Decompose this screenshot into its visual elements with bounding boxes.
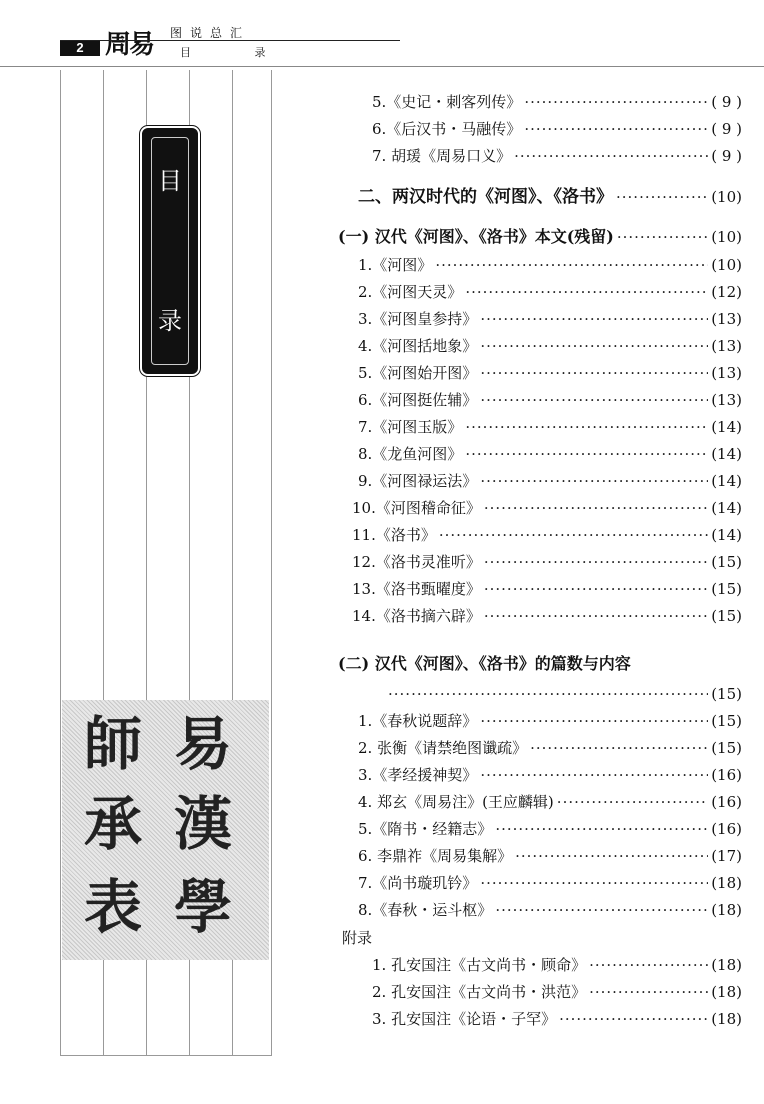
toc-page-number: (18) xyxy=(711,874,742,892)
toc-leader xyxy=(515,844,708,868)
toc-leader xyxy=(484,550,708,574)
toc-entry xyxy=(352,550,742,574)
toc-page-number: (16) xyxy=(711,766,742,784)
toc-leader xyxy=(435,253,708,277)
toc-entry-title: 1.《河图》 xyxy=(358,256,433,274)
seal-char: 師 xyxy=(84,710,143,778)
toc-page-number: (13) xyxy=(711,310,742,328)
toc-entry-title: 3.《孝经援神契》 xyxy=(358,766,478,784)
toc-entry xyxy=(358,817,742,841)
seal-char: 承 xyxy=(84,790,143,858)
toc-leader xyxy=(480,709,708,733)
toc-entry xyxy=(372,117,742,141)
toc-page-number: (15) xyxy=(711,580,742,598)
toc-entry xyxy=(358,469,742,493)
toc-page-number: (10) xyxy=(711,228,742,246)
toc-leader xyxy=(480,871,708,895)
toc-entry-title: 5.《史记・刺客列传》 xyxy=(372,93,522,111)
toc-entry xyxy=(352,577,742,601)
toc-entry-title: 二、两汉时代的《河图》、《洛书》 xyxy=(358,187,613,207)
toc-entry-title: 1. 孔安国注《古文尚书・顾命》 xyxy=(372,956,587,974)
toc-page-number: (10) xyxy=(711,188,742,206)
seal-char: 表 xyxy=(84,873,143,941)
toc-entry-title: 14.《洛书摘六辟》 xyxy=(352,607,481,625)
toc-entry xyxy=(358,709,742,733)
toc-page-number: ( 9 ) xyxy=(711,147,742,165)
page-number: 2 xyxy=(60,40,100,56)
toc-page-number: (15) xyxy=(711,739,742,757)
page-header xyxy=(0,0,764,70)
toc-page-number: (18) xyxy=(711,1010,742,1028)
toc-leader xyxy=(495,898,708,922)
contents-label-box xyxy=(142,128,198,374)
toc-entry-title: 7.《尚书璇玑钤》 xyxy=(358,874,478,892)
toc-leader xyxy=(439,523,708,547)
toc-entry xyxy=(342,926,742,950)
toc-entry-title: 2.《河图天灵》 xyxy=(358,283,463,301)
toc-entry-title: 9.《河图禄运法》 xyxy=(358,472,478,490)
toc-entry xyxy=(358,280,742,304)
toc-entry xyxy=(372,1007,742,1031)
toc-page-number: (17) xyxy=(711,847,742,865)
toc-entry xyxy=(358,736,742,760)
toc-leader xyxy=(589,953,708,977)
toc-leader xyxy=(530,736,708,760)
toc-entry-title: 8.《春秋・运斗枢》 xyxy=(358,901,493,919)
toc-page-number: (18) xyxy=(711,956,742,974)
toc-page-number: (14) xyxy=(711,472,742,490)
seal-char: 易 xyxy=(174,710,233,778)
toc-entry-title: 5.《隋书・经籍志》 xyxy=(358,820,493,838)
toc-entry-title: 3.《河图皇参持》 xyxy=(358,310,478,328)
toc-entry xyxy=(358,415,742,439)
toc-entry xyxy=(358,898,742,922)
toc-page-number: (16) xyxy=(711,793,742,811)
toc-entry-title: 6. 李鼎祚《周易集解》 xyxy=(358,847,513,865)
toc-leader xyxy=(484,577,708,601)
toc-page-number: (14) xyxy=(711,445,742,463)
toc-page-number: (18) xyxy=(711,983,742,1001)
toc-entry-title: 7. 胡瑗《周易口义》 xyxy=(372,147,512,165)
toc-entry-title: 4.《河图括地象》 xyxy=(358,337,478,355)
contents-label-bottom: 录 xyxy=(158,307,182,335)
toc-leader xyxy=(616,185,708,209)
toc-leader xyxy=(559,1007,708,1031)
toc-leader xyxy=(524,90,708,114)
toc-entry xyxy=(358,334,742,358)
toc-entry xyxy=(358,790,742,814)
toc-leader xyxy=(465,280,708,304)
toc-page-number: (16) xyxy=(711,820,742,838)
toc-leader xyxy=(480,763,708,787)
section-title: 目 录 xyxy=(180,46,296,59)
toc-leader xyxy=(495,817,708,841)
toc-leader xyxy=(514,144,708,168)
toc-leader xyxy=(465,442,708,466)
toc-entry-title: 4. 郑玄《周易注》(王应麟辑) xyxy=(358,793,554,811)
seal-char: 漢 xyxy=(174,790,233,858)
contents-label-top: 目 xyxy=(158,167,182,195)
toc-leader xyxy=(465,415,708,439)
toc-leader xyxy=(480,307,708,331)
toc-entry xyxy=(372,980,742,1004)
toc-leader xyxy=(557,790,708,814)
toc-entry xyxy=(358,361,742,385)
toc-entry xyxy=(372,144,742,168)
toc-page-number: (15) xyxy=(711,607,742,625)
toc-entry xyxy=(358,844,742,868)
toc-entry xyxy=(385,682,742,706)
toc-leader xyxy=(480,469,708,493)
toc-page-number: (15) xyxy=(711,553,742,571)
toc-entry-title: 2. 孔安国注《古文尚书・洪范》 xyxy=(372,983,587,1001)
toc-page-number: (13) xyxy=(711,364,742,382)
toc-entry-title: 5.《河图始开图》 xyxy=(358,364,478,382)
toc-leader xyxy=(484,604,708,628)
toc-entry xyxy=(358,253,742,277)
toc-leader xyxy=(484,496,708,520)
toc-page-number: (12) xyxy=(711,283,742,301)
toc-entry-title: 8.《龙鱼河图》 xyxy=(358,445,463,463)
toc-leader xyxy=(524,117,708,141)
toc-entry-title: 2. 张衡《请禁绝图谶疏》 xyxy=(358,739,528,757)
toc-page-number: (14) xyxy=(711,418,742,436)
toc-leader xyxy=(480,361,708,385)
toc-entry-title: 1.《春秋说题辞》 xyxy=(358,712,478,730)
header-rule xyxy=(60,40,400,41)
toc-page-number: (10) xyxy=(711,256,742,274)
toc-leader xyxy=(617,225,708,249)
toc-entry xyxy=(352,523,742,547)
seal-char: 學 xyxy=(174,873,233,941)
toc-page-number: (18) xyxy=(711,901,742,919)
toc-entry-title: 6.《后汉书・马融传》 xyxy=(372,120,522,138)
toc-entry xyxy=(358,871,742,895)
book-logo: 周易 xyxy=(105,30,154,60)
header-divider xyxy=(0,66,764,67)
toc-leader xyxy=(589,980,708,1004)
toc-leader xyxy=(480,334,708,358)
series-title: 图说总汇 xyxy=(170,26,251,40)
toc-page-number: ( 9 ) xyxy=(711,93,742,111)
toc-leader xyxy=(388,682,708,706)
toc-entry xyxy=(372,90,742,114)
toc-entry-title: 6.《河图挺佐辅》 xyxy=(358,391,478,409)
toc-entry-title: (一) 汉代《河图》、《洛书》本文(残留) xyxy=(338,227,614,246)
toc-entry xyxy=(338,225,742,249)
toc-entry-title: 10.《河图稽命征》 xyxy=(352,499,481,517)
toc-entry-title: 附录 xyxy=(342,929,373,947)
toc-page-number: ( 9 ) xyxy=(711,120,742,138)
toc-entry xyxy=(352,604,742,628)
toc-entry xyxy=(358,307,742,331)
toc-entry xyxy=(372,953,742,977)
calligraphy-seal xyxy=(62,700,269,960)
toc-entry-title: 7.《河图玉版》 xyxy=(358,418,463,436)
toc-page-number: (15) xyxy=(711,685,742,703)
toc-page-number: (15) xyxy=(711,712,742,730)
toc-entry-title: 3. 孔安国注《论语・子罕》 xyxy=(372,1010,557,1028)
toc-page-number: (13) xyxy=(711,337,742,355)
toc-page-number: (13) xyxy=(711,391,742,409)
toc-entry-title: (二) 汉代《河图》、《洛书》的篇数与内容 xyxy=(338,654,631,673)
toc-entry xyxy=(358,388,742,412)
toc-page-number: (14) xyxy=(711,499,742,517)
toc-entry xyxy=(358,185,742,209)
toc-entry xyxy=(358,442,742,466)
toc-entry-title: 12.《洛书灵准听》 xyxy=(352,553,481,571)
toc-entry-title: 11.《洛书》 xyxy=(352,526,436,544)
toc-page-number: (14) xyxy=(711,526,742,544)
toc-entry xyxy=(338,652,742,676)
toc-entry xyxy=(352,496,742,520)
toc-leader xyxy=(480,388,708,412)
toc-entry-title: 13.《洛书甄曜度》 xyxy=(352,580,481,598)
toc-entry xyxy=(358,763,742,787)
